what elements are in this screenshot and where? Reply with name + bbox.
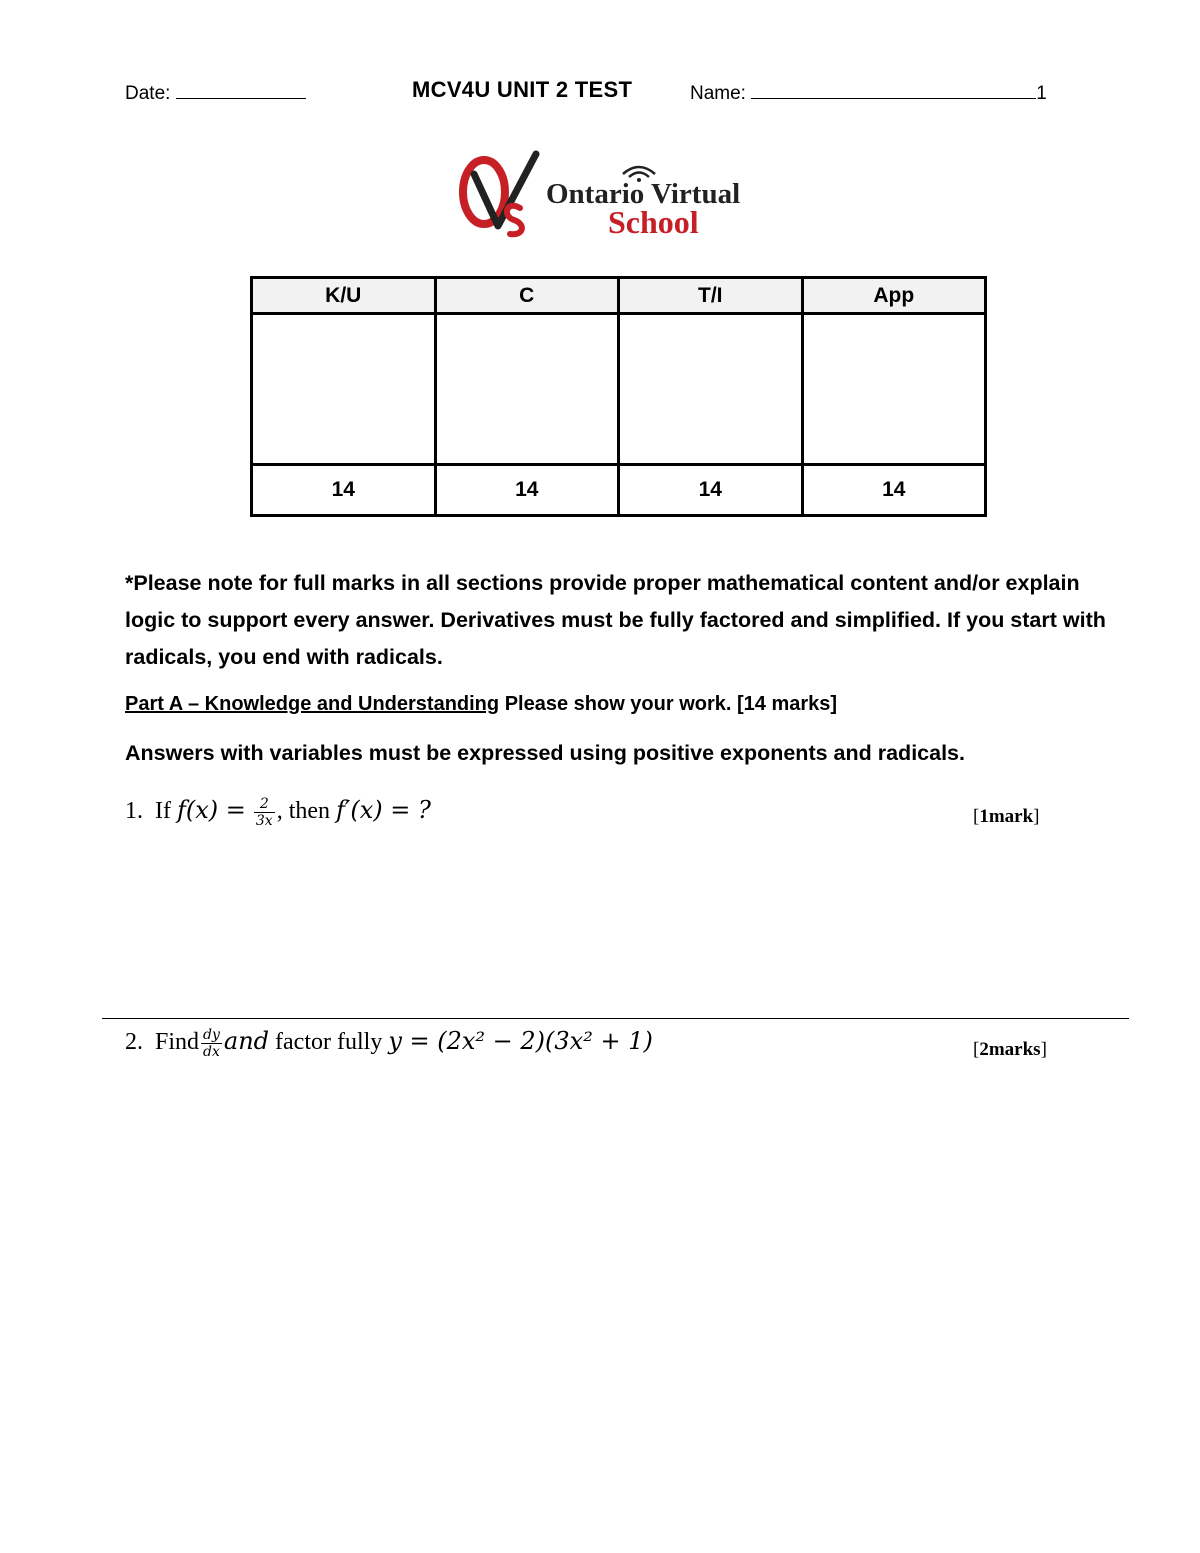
q2-and: and: [223, 1027, 270, 1056]
q1-number: 1.: [125, 798, 143, 825]
q1-fraction: [254, 796, 275, 829]
page-title: MCV4U UNIT 2 TEST: [412, 77, 633, 102]
score-cell-app[interactable]: [802, 314, 986, 465]
q1-marks-word: mark: [988, 806, 1034, 827]
q1-frac-den: 3x: [255, 813, 273, 829]
score-cell-ku[interactable]: [252, 314, 436, 465]
marks-table: [250, 276, 987, 517]
header-ti: T/I: [619, 278, 803, 314]
question-1: [125, 796, 431, 829]
header-ku: K/U: [252, 278, 436, 314]
q1-marks-open: [: [973, 806, 980, 827]
q1-marks-num: 1: [979, 806, 989, 827]
total-ku: 14: [252, 465, 436, 516]
part-a-instruction: Please show your work. [14 marks]: [504, 693, 838, 715]
q1-fx: f(x) =: [176, 796, 246, 825]
date-field: [125, 80, 306, 105]
ovs-emblem-icon: [458, 148, 543, 240]
total-c: 14: [435, 465, 619, 516]
total-ti: 14: [619, 465, 803, 516]
total-app: 14: [802, 465, 986, 516]
q2-marks-num: 2: [979, 1039, 989, 1060]
q2-marks-open: [: [973, 1039, 980, 1060]
instructions-note: *Please note for full marks in all sections provide proper mathematical content and/or explain logic to support every answer. Derivatives must be fully factored and simplified. If you start with radicals, you end with radicals.: [125, 571, 1106, 669]
q1-then: , then: [276, 798, 331, 825]
logo-line2: School: [608, 204, 699, 240]
q2-fraction: [201, 1027, 222, 1060]
header-app: App: [802, 278, 986, 314]
logo-line1: Ontario Virtual: [546, 178, 741, 210]
q2-marks-close: ]: [1040, 1039, 1047, 1060]
part-a-heading: [125, 693, 837, 716]
q1-marks: [973, 806, 1039, 828]
q2-number: 2.: [125, 1029, 143, 1056]
q2-equation: y = (2x² − 2)(3x² + 1): [388, 1027, 653, 1056]
q2-frac-den: dx: [203, 1044, 220, 1060]
score-cell-c[interactable]: [435, 314, 619, 465]
name-field: [690, 80, 1047, 105]
q2-marks: [973, 1039, 1047, 1061]
score-cell-ti[interactable]: [619, 314, 803, 465]
school-logo: [458, 148, 788, 240]
part-a-title: Part A – Knowledge and Understanding: [125, 693, 500, 715]
q1-fprime: f′(x) = ?: [336, 796, 431, 825]
q1-frac-num: 2: [254, 796, 275, 813]
question-2: [125, 1027, 653, 1060]
name-label: Name:: [690, 83, 746, 104]
marks-score-row: [252, 314, 986, 465]
page-number: 1: [1036, 83, 1047, 104]
q1-marks-close: ]: [1033, 806, 1040, 827]
q2-frac-num: dy: [203, 1027, 220, 1043]
date-label: Date:: [125, 83, 171, 104]
marks-header-row: [252, 278, 986, 314]
q1-if: If: [155, 798, 171, 825]
section-divider: [102, 1018, 1129, 1019]
q2-marks-word: marks: [988, 1039, 1041, 1060]
marks-total-row: [252, 465, 986, 516]
date-blank[interactable]: [176, 80, 306, 99]
name-blank[interactable]: [751, 80, 1036, 99]
answers-note: Answers with variables must be expressed using positive exponents and radicals.: [125, 741, 965, 765]
q2-factor: factor fully: [275, 1029, 383, 1056]
q2-find: Find: [155, 1029, 200, 1056]
header-c: C: [435, 278, 619, 314]
